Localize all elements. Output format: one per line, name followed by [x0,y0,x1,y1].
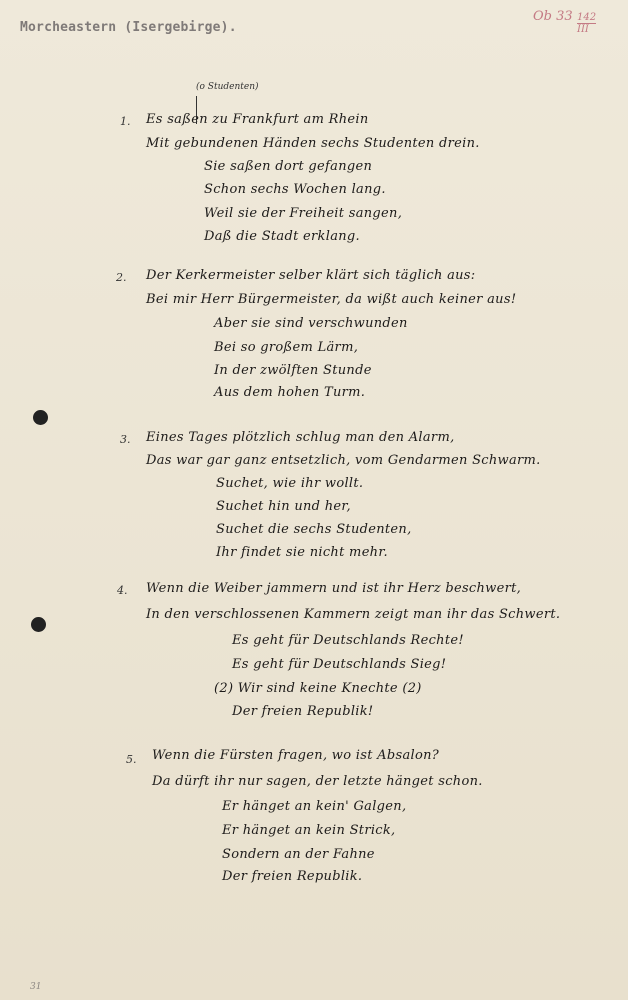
verse-line: Eines Tages plötzlich schlug man den Alarm, [146,430,455,445]
verse-line: Aus dem hohen Turm. [214,385,366,400]
verse-line: Wenn die Weiber jammern und ist ihr Herz beschwert, [146,581,522,596]
verse-line: Sie saßen dort gefangen [204,159,373,174]
verse-line: Es geht für Deutschlands Rechte! [232,633,464,648]
verse-line: Der freien Republik. [222,869,363,884]
verse-line: Sondern an der Fahne [222,847,375,862]
verse-line: In der zwölften Stunde [214,363,372,378]
stanza-number: 4. [117,584,128,597]
verse-line: Es geht für Deutschlands Sieg! [232,657,447,672]
verse-line: Suchet hin und her, [216,499,351,514]
verse-line: Suchet, wie ihr wollt. [216,476,364,491]
verse-line: Mit gebundenen Händen sechs Studenten drein. [146,136,480,151]
verse-line: Weil sie der Freiheit sangen, [204,206,403,221]
verse-line: Suchet die sechs Studenten, [216,522,412,537]
verse-line: Das war gar ganz entsetzlich, vom Gendarmen Schwarm. [146,453,541,468]
verse-line: Schon sechs Wochen lang. [204,182,386,197]
verse-line: Der freien Republik! [232,704,374,719]
stanza-number: 3. [120,433,131,446]
punch-hole-upper [33,410,48,425]
verse-line: Er hänget an kein Strick, [222,823,396,838]
verse-line: Wenn die Fürsten fragen, wo ist Absalon? [152,748,440,763]
verse-line: (2) Wir sind keine Knechte (2) [214,681,422,696]
archive-fraction [577,12,596,35]
verse-line: Der Kerkermeister selber klärt sich täglich aus: [146,268,476,283]
punch-hole-lower [31,617,46,632]
verse-line: Es saßen zu Frankfurt am Rhein [146,112,369,127]
document-heading: Morcheastern (Isergebirge). [20,20,237,35]
page-mark: 31 [30,982,42,992]
archive-denominator: III [577,23,596,35]
insertion-note: (o Studenten) [196,82,259,92]
verse-line: In den verschlossenen Kammern zeigt man ihr das Schwert. [146,607,561,622]
verse-line: Bei so großem Lärm, [214,340,359,355]
verse-line: Daß die Stadt erklang. [204,229,360,244]
verse-line: Bei mir Herr Bürgermeister, da wißt auch keiner aus! [146,292,517,307]
stanza-number: 2. [116,271,127,284]
archive-code: Ob 33 [533,9,573,24]
verse-line: Ihr findet sie nicht mehr. [216,545,388,560]
verse-line: Er hänget an kein' Galgen, [222,799,407,814]
stanza-number: 5. [126,753,137,766]
verse-line: Aber sie sind verschwunden [214,316,408,331]
archive-numerator: 142 [577,12,597,23]
verse-line: Da dürft ihr nur sagen, der letzte hänget schon. [152,774,483,789]
stanza-number: 1. [120,115,131,128]
archive-signature [533,9,597,35]
